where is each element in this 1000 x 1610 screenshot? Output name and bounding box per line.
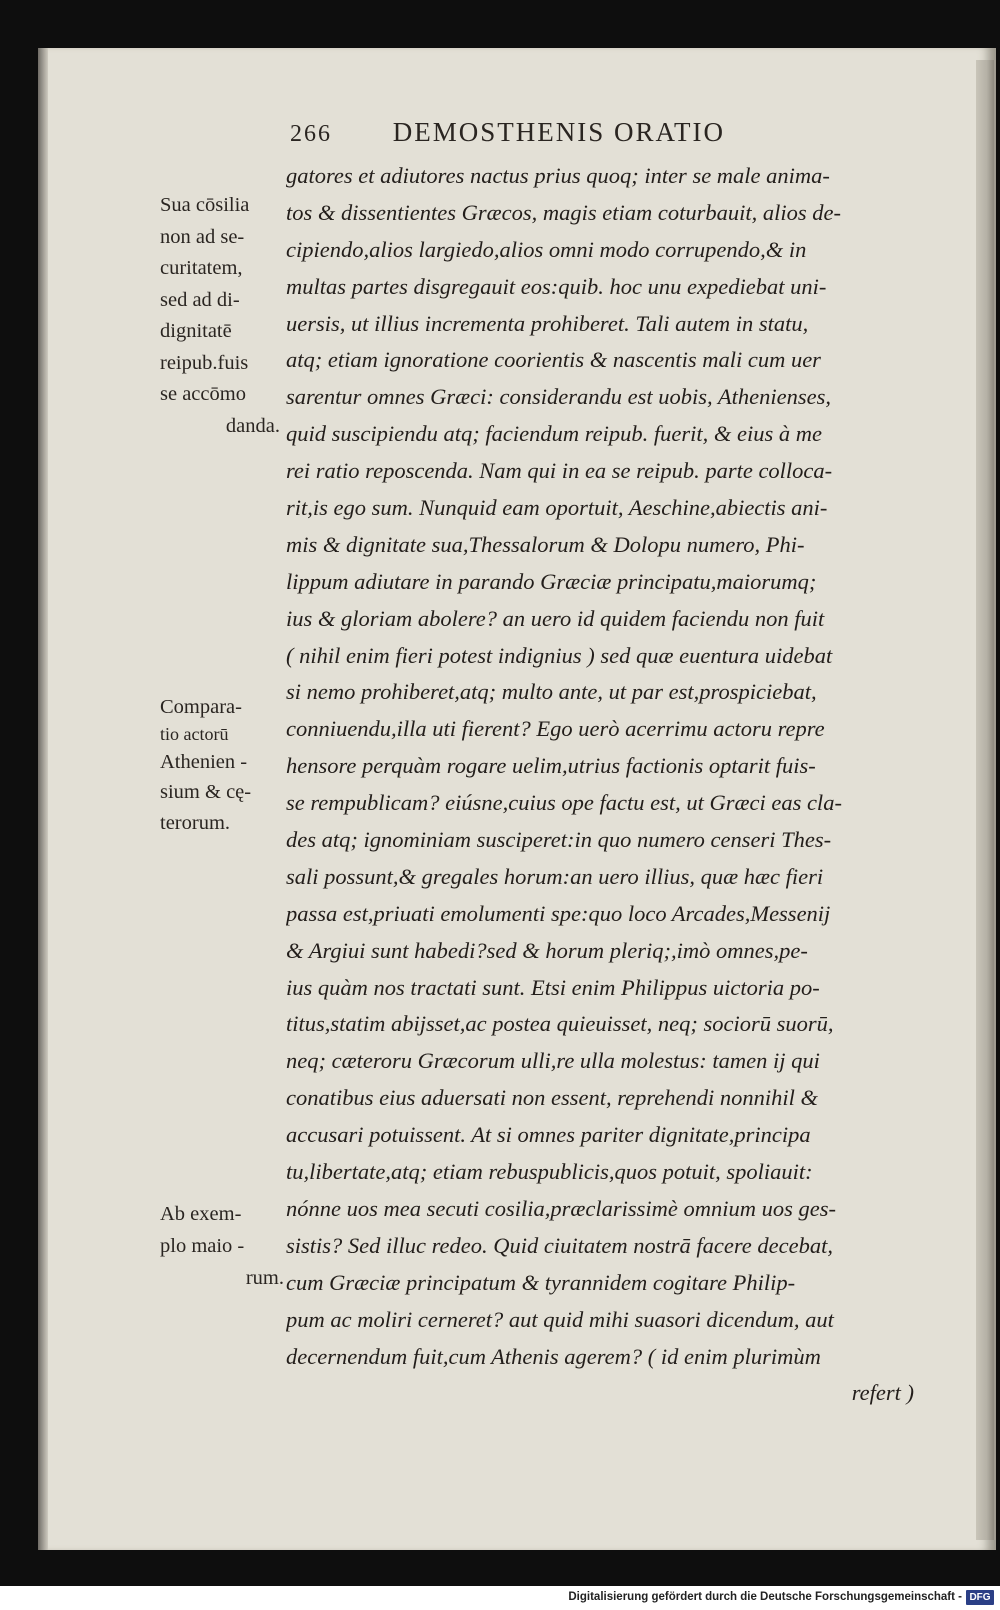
text-line: ( nihil enim fieri potest indignius ) sed quæ euentura uidebat [286, 642, 833, 668]
funding-notice: Digitalisierung gefördert durch die Deutsche Forschungsgemeinschaft - [568, 1591, 962, 1603]
footer-bar [0, 1586, 1000, 1610]
marginal-note-line: rum. [245, 1267, 284, 1289]
marginal-note-line: danda. [225, 414, 280, 437]
text-line: conniuendu,illa uti fierent? Ego uerò acerrimu actoru repre [286, 716, 825, 742]
text-line: atq; etiam ignoratione coorientis & nascentis mali cum uer [286, 347, 821, 373]
marginal-note-line: reipub.fuis [160, 351, 249, 374]
text-line: ius & gloriam abolere? an uero id quidem faciendu non fuit [286, 605, 825, 631]
marginal-note-comparatio [160, 692, 280, 838]
text-line: tos & dissentientes Græcos, magis etiam coturbauit, alios de- [286, 199, 841, 225]
text-line: se rempublicam? eiúsne,cuius ope factu est, ut Græci eas cla- [286, 790, 842, 816]
marginal-note-line: Ab exem- [160, 1203, 242, 1225]
marginal-note-line: sium & cę- [160, 781, 252, 803]
page-gutter-shadow [38, 48, 48, 1550]
marginal-note-line: terorum. [160, 811, 231, 834]
running-header [290, 117, 850, 151]
marginal-note-line: se accōmo [160, 383, 246, 405]
text-line: conatibus eius aduersati non essent, reprehendi nonnihil & [286, 1085, 819, 1111]
text-line: uersis, ut illius incrementa prohiberet. Tali autem in statu, [286, 310, 809, 336]
text-line: gatores et adiutores nactus prius quoq; inter se male anima- [286, 163, 830, 188]
marginal-note-ab-exemplo [160, 1198, 284, 1294]
text-line: decernendum fuit,cum Athenis agerem? ( id enim plurimùm [286, 1343, 821, 1369]
text-line: tu,libertate,atq; etiam rebuspublicis,quos potuit, spoliauit: [286, 1159, 813, 1185]
marginal-note-line: sed ad di- [160, 288, 240, 311]
page-edge [976, 60, 994, 1540]
text-line: cipiendo,alios largiedo,alios omni modo corrupendo,& in [286, 236, 807, 262]
text-line: sali possunt,& gregales horum:an uero illius, quæ hæc fieri [286, 863, 824, 889]
marginal-note-line: plo maio - [160, 1235, 245, 1257]
marginal-note-line: non ad se- [160, 225, 245, 248]
text-line: ius quàm nos tractati sunt. Etsi enim Philippus uictoria po- [286, 974, 820, 1000]
text-line: hensore perquàm rogare uelim,utrius factionis optarit fuis- [286, 753, 816, 779]
marginal-note-line: dignitatē [160, 320, 232, 342]
running-head-title: DEMOSTHENIS ORATIO [392, 117, 725, 147]
text-line: des atq; ignominiam susciperet:in quo numero censeri Thes- [286, 827, 832, 853]
marginal-note-line: Compara- [160, 696, 242, 718]
text-line: cum Græciæ principatum & tyrannidem cogitare Philip- [286, 1269, 796, 1295]
text-line: rei ratio reposcenda. Nam qui in ea se reipub. parte colloca- [286, 458, 833, 484]
text-line: accusari potuissent. At si omnes pariter dignitate,principa [286, 1122, 811, 1148]
text-line: sarentur omnes Græci: considerandu est uobis, Athenienses, [286, 384, 831, 410]
text-line: pum ac moliri cerneret? aut quid mihi suasori dicendum, aut [286, 1306, 834, 1332]
text-line: quid suscipiendu atq; faciendum reipub. fuerit, & eius à me [286, 421, 822, 447]
text-line: rit,is ego sum. Nunquid eam oportuit, Aeschine,abiectis ani- [286, 495, 828, 521]
text-line: nónne uos mea secuti cosilia,præclarissimè omnium uos ges- [286, 1195, 836, 1221]
marginal-note-line: Athenien - [160, 750, 248, 773]
text-line: mis & dignitate sua,Thessalorum & Dolopu numero, Phi- [286, 531, 805, 557]
main-text-block [286, 158, 926, 1412]
text-line: passa est,priuati emolumenti spe:quo loco Arcades,Messenij [286, 900, 831, 926]
text-line: multas partes disgregauit eos:quib. hoc unu expediebat uni- [286, 273, 827, 299]
marginal-note-sua-consilia [160, 190, 280, 442]
text-line: & Argiui sunt habedi?sed & horum pleriq;,imò omnes,pe- [286, 937, 808, 963]
text-line: titus,statim abijsset,ac postea quieuisset, neq; sociorū suorū, [286, 1011, 834, 1037]
text-line: refert ) [851, 1380, 914, 1406]
page-number: 266 [290, 121, 332, 147]
text-line: si nemo prohiberet,atq; multo ante, ut par est,prospiciebat, [286, 679, 817, 705]
marginal-note-line: Sua cōsilia [160, 194, 250, 216]
dfg-logo: DFG [966, 1590, 994, 1605]
text-line: neq; cæteroru Græcorum ulli,re ulla molestus: tamen ij qui [286, 1048, 820, 1074]
text-line: sistis? Sed illuc redeo. Quid ciuitatem nostrā facere decebat, [286, 1232, 833, 1258]
marginal-note-line: curitatem, [160, 257, 243, 279]
marginal-note-line: tio actorū [160, 723, 229, 744]
text-line: lippum adiutare in parando Græciæ principatu,maiorumq; [286, 568, 817, 594]
